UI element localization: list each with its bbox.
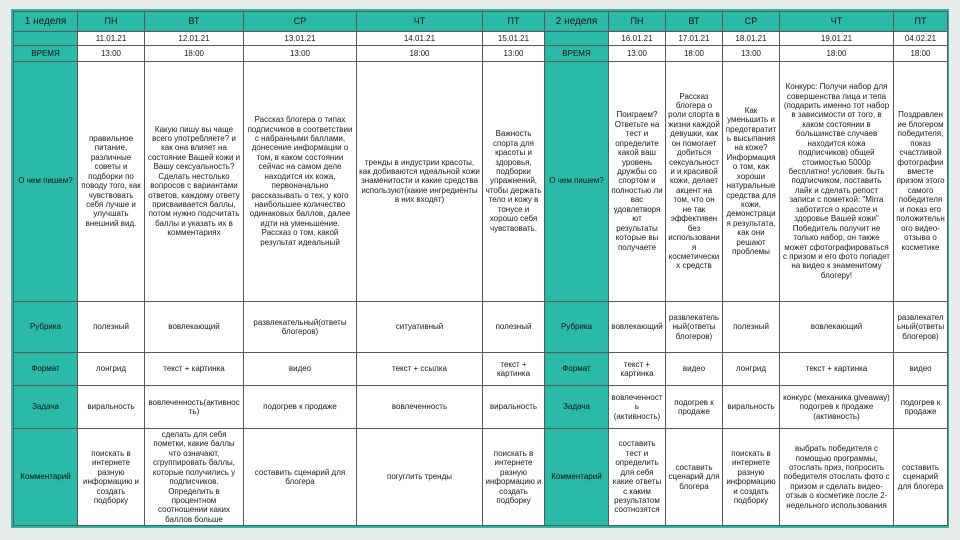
week2-time-tue: 18:00 [666, 46, 723, 61]
time-row [14, 46, 948, 61]
week1-comment-wed: составить сценарий для блогера [244, 429, 357, 526]
week2-time-mon: 13:00 [609, 46, 666, 61]
week2-task-thu: конкурс (механика giveaway) подогрев к продаже (активность) [780, 385, 894, 429]
week1-format-wed: видео [244, 353, 357, 385]
week1-rubric-mon: полезный [78, 301, 145, 353]
comment-label-2: Комментарий [545, 429, 609, 526]
task-row [14, 385, 948, 429]
week2-about-tue: Рассказ блогера о роли спорта в жизни каждой девушки, как он помогает добиться сексуальности и красивой кожи, делает акцент на том, что он не так эффективен без использования косметических средств [666, 61, 723, 301]
week2-time-thu: 18:00 [780, 46, 894, 61]
week1-date-fri: 15.01.21 [483, 32, 545, 46]
week2-rubric-tue: развлекательный(ответы блогеров) [666, 301, 723, 353]
week2-title: 2 неделя [545, 12, 609, 32]
week2-comment-mon: составить тест и определить для себя какие ответы с каким результатом соотнозятся [609, 429, 666, 526]
week1-day-thu: ЧТ [357, 12, 483, 32]
week2-comment-thu: выбрать победителя с помощью программы, отослать приз, попросить победителя отослать фото с призом и сделать видео-отзыв о косметике после 2-недельного использования [780, 429, 894, 526]
week1-rubric-tue: вовлекающий [145, 301, 244, 353]
week2-task-wed: виральность [723, 385, 780, 429]
about-label-2: О чем пишем? [545, 61, 609, 301]
week1-title: 1 неделя [14, 12, 78, 32]
rubric-label: Рубрика [14, 301, 78, 353]
week2-day-thu: ЧТ [780, 12, 894, 32]
week2-day-wed: СР [723, 12, 780, 32]
week2-format-tue: видео [666, 353, 723, 385]
week2-about-wed: Как уменьшить и предотвратить высыпания на коже? Информация о том, как хороши натуральные средства для кожи, демонстрация результата, как они решают проблемы [723, 61, 780, 301]
week2-date-mon: 16.01.21 [609, 32, 666, 46]
week2-rubric-mon: вовлекающий [609, 301, 666, 353]
week1-about-wed: Рассказ блогера о типах подписчиков в соответствии с набранными баллами, донесение информации о том, в каком состоянии сейчас на самом деле находится их кожа, первоначально рассказывать о тех, у кого наибольшее количество одинаковых баллов, далее идти на уменьшение. Рассказ о том, какой результат идеальный [244, 61, 357, 301]
format-label: Формат [14, 353, 78, 385]
week1-format-mon: лонгрид [78, 353, 145, 385]
week1-rubric-fri: полезный [483, 301, 545, 353]
week1-day-tue: ВТ [145, 12, 244, 32]
week1-format-fri: текст + картинка [483, 353, 545, 385]
week1-task-tue: вовлеченность(активность) [145, 385, 244, 429]
week2-time-wed: 13:00 [723, 46, 780, 61]
week1-comment-tue: сделать для себя пометки, какие баллы что означают, сгруппировать баллы, которые получились у подписчиков. Определить в процентном соотношении каких баллов больше [145, 429, 244, 526]
week1-comment-mon: поискать в интернете разную информацию и создать подборку [78, 429, 145, 526]
time-label: ВРЕМЯ [14, 46, 78, 61]
content-plan-table [13, 11, 948, 526]
week2-rubric-wed: полезный [723, 301, 780, 353]
week2-about-mon: Поиграем? Ответьте на тест и определите какой ваш уровень дружбы со спортом и полностью ли вас удовлетворяют результаты которые вы получаете [609, 61, 666, 301]
week1-date-thu: 14.01.21 [357, 32, 483, 46]
week2-task-tue: подогрев к продаже [666, 385, 723, 429]
content-plan-frame [11, 9, 949, 528]
week2-comment-fri: составить сценарий для блогера [894, 429, 948, 526]
week2-date-fri: 04.02.21 [894, 32, 948, 46]
week2-comment-wed: поискать в интернете разную информацию и создать подборку [723, 429, 780, 526]
week2-rubric-thu: вовлекающий [780, 301, 894, 353]
header-row [14, 12, 948, 32]
format-row [14, 353, 948, 385]
week1-time-wed: 13:00 [244, 46, 357, 61]
week2-task-fri: подогрев к продаже [894, 385, 948, 429]
rubric-label-2: Рубрика [545, 301, 609, 353]
about-row [14, 61, 948, 301]
about-label: О чем пишем? [14, 61, 78, 301]
week2-format-fri: видео [894, 353, 948, 385]
week1-day-mon: ПН [78, 12, 145, 32]
week1-task-wed: подогрев к продаже [244, 385, 357, 429]
rubric-row [14, 301, 948, 353]
task-label-2: Задача [545, 385, 609, 429]
date-row [14, 32, 948, 46]
week2-format-wed: лонгрид [723, 353, 780, 385]
week2-comment-tue: составить сценарий для блогера [666, 429, 723, 526]
week1-date-tue: 12.01.21 [145, 32, 244, 46]
week1-time-mon: 13:00 [78, 46, 145, 61]
week2-date-tue: 17.01.21 [666, 32, 723, 46]
week1-task-thu: вовлеченность [357, 385, 483, 429]
week2-day-tue: ВТ [666, 12, 723, 32]
comment-row [14, 429, 948, 526]
week1-format-thu: текст + ссылка [357, 353, 483, 385]
week1-about-thu: тренды в индустрии красоты, как добиваются идеальной кожи знаменитости и какие средства используют(какие ингредиенты в них входят) [357, 61, 483, 301]
week2-rubric-fri: развлекательный(ответы блогеров) [894, 301, 948, 353]
week1-time-tue: 18:00 [145, 46, 244, 61]
task-label: Задача [14, 385, 78, 429]
week1-day-fri: ПТ [483, 12, 545, 32]
time-label-2: ВРЕМЯ [545, 46, 609, 61]
week1-day-wed: СР [244, 12, 357, 32]
week1-task-mon: виральность [78, 385, 145, 429]
week1-about-tue: Какую пишу вы чаще всего употребляете? и как она влияет на состояние Вашей кожи и Вашу сексуальность? Сделать нестолько вопросов с вариантами ответов, каждому ответу присваивается баллы, потом нужно подсчитать баллы и указать их в комментариях [145, 61, 244, 301]
date-label-empty-2 [545, 32, 609, 46]
week2-day-fri: ПТ [894, 12, 948, 32]
week2-day-mon: ПН [609, 12, 666, 32]
week1-comment-thu: погуглить тренды [357, 429, 483, 526]
week2-time-fri: 18:00 [894, 46, 948, 61]
date-label-empty [14, 32, 78, 46]
week1-time-fri: 13:00 [483, 46, 545, 61]
format-label-2: Формат [545, 353, 609, 385]
week1-time-thu: 18:00 [357, 46, 483, 61]
week1-date-wed: 13.01.21 [244, 32, 357, 46]
week1-comment-fri: поискать в интернете разную информацию и создать подборку [483, 429, 545, 526]
week1-rubric-thu: ситуативный [357, 301, 483, 353]
week2-date-wed: 18.01.21 [723, 32, 780, 46]
week2-date-thu: 19.01.21 [780, 32, 894, 46]
week2-about-thu: Конкурс: Получи набор для совершенства лица и тепа (подарить именно тот набор в зависимости от того, в каком состоянии в большинстве случаев находится кожа подписчиков) общей стоимостью 5000р бесплатно! условия: быть подписчиком, поставить лайк и сделать репост записи с пометкой: "Mirra заботится о красоте и здоровье Вашей кожи" Победитель получит не только набор, он также может сфотографироваться с призом и его фото попадет на видео к знаменитому блогеру! [780, 61, 894, 301]
week1-date-mon: 11.01.21 [78, 32, 145, 46]
week1-task-fri: виральность [483, 385, 545, 429]
week1-about-mon: правильное питание, различные советы и подборки по поводу того, как чувствовать себя лучше и улучшать внешний вид. [78, 61, 145, 301]
week1-rubric-wed: развлекательный(ответы блогеров) [244, 301, 357, 353]
comment-label: Комментарий [14, 429, 78, 526]
week2-about-fri: Поздравление блогером победителя, показ счастливой фотографии вместе призом этого самого победителя и показ его положительного видео-отзыва о косметике [894, 61, 948, 301]
week2-task-mon: вовлеченность (активность) [609, 385, 666, 429]
week2-format-thu: текст + картинка [780, 353, 894, 385]
week1-format-tue: текст + картинка [145, 353, 244, 385]
week2-format-mon: текст + картинка [609, 353, 666, 385]
week1-about-fri: Важность спорта для красоты и здоровья, подборки упражнений, чтобы держать тело и кожу в тонусе и хорошо себя чувствовать. [483, 61, 545, 301]
